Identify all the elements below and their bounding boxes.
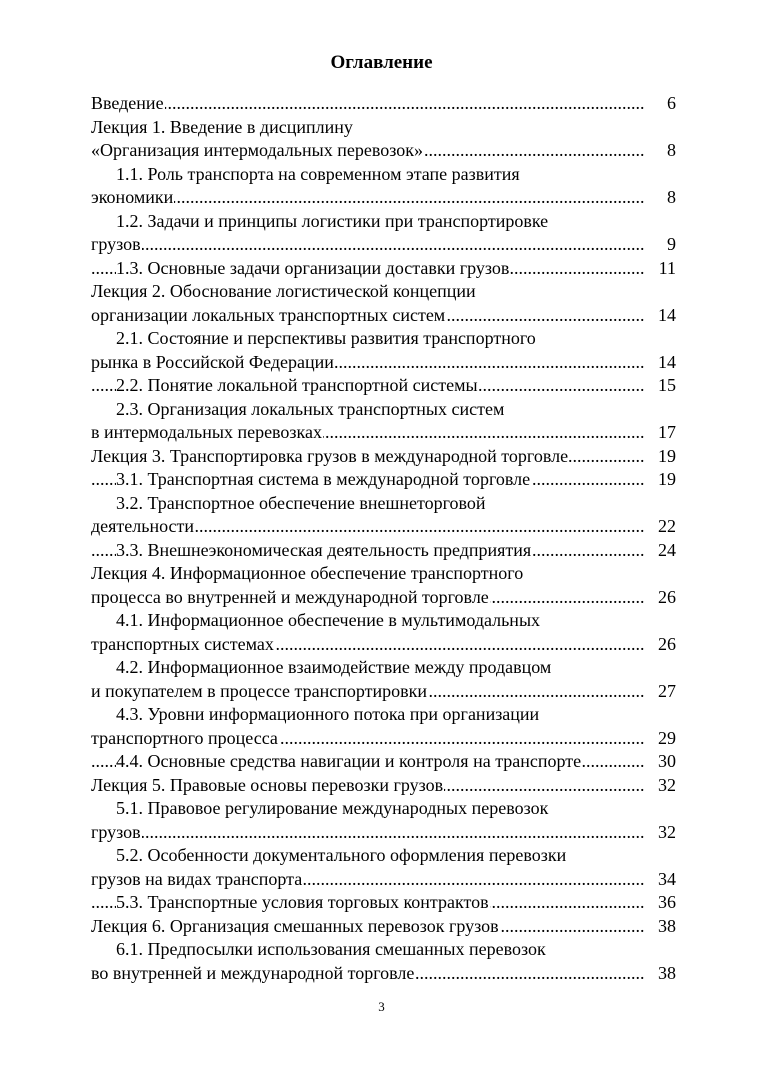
- dot-leader: [91, 233, 644, 257]
- toc-entry: [91, 703, 676, 750]
- toc-entry-page: 11: [654, 257, 676, 281]
- toc-entry-line: [91, 539, 676, 563]
- toc-entry-line: [91, 351, 676, 375]
- toc-entry-title: грузов: [91, 821, 141, 842]
- toc-entry-page: 8: [654, 186, 676, 210]
- toc-entry-title: 1.3. Основные задачи организации доставки грузов: [116, 257, 510, 278]
- toc-entry-title: 1.2. Задачи и принципы логистики при транспортировке: [116, 210, 549, 231]
- toc-entry-title: Лекция 5. Правовые основы перевозки грузов: [91, 774, 444, 795]
- toc-entry-title: 2.2. Понятие локальной транспортной системы: [116, 375, 478, 395]
- toc-entry-page: 29: [654, 727, 676, 751]
- toc-entry-line: [91, 304, 676, 328]
- toc-entry-line: [91, 962, 676, 986]
- toc-entry-title: экономики: [91, 187, 174, 207]
- toc-entry: [91, 774, 676, 798]
- toc-entry-line: [91, 821, 676, 845]
- toc-entry: [91, 210, 676, 257]
- toc-entry-title: Лекция 3. Транспортировка грузов в международной торговле: [91, 445, 569, 466]
- toc-entry-title: транспортного процесса: [91, 727, 278, 748]
- toc-entry-title: и покупателем в процессе транспортировки: [91, 680, 427, 701]
- toc-entry-page: 26: [654, 586, 676, 610]
- toc-entry-line: [91, 562, 676, 586]
- toc-entry: [91, 797, 676, 844]
- toc-entry-line: [91, 327, 676, 351]
- toc-entry: [91, 750, 676, 774]
- toc-entry: [91, 915, 676, 939]
- toc-entry-line: [91, 844, 676, 868]
- toc-entry-title: во внутренней и международной торговле: [91, 962, 415, 983]
- toc-entry: [91, 609, 676, 656]
- toc-entry-title: грузов: [91, 234, 141, 254]
- toc-entry-title: Лекция 2. Обоснование логистической концепции: [91, 281, 476, 301]
- toc-entry: [91, 327, 676, 374]
- toc-entry-line: [91, 210, 676, 234]
- toc-entry-line: [91, 280, 676, 304]
- toc-entry-page: 14: [654, 351, 676, 375]
- toc-entry-line: [91, 656, 676, 680]
- toc-entry-title: процесса во внутренней и международной торговле: [91, 586, 489, 607]
- toc-entry-page: 22: [654, 515, 676, 539]
- table-of-contents: [91, 92, 676, 985]
- toc-entry-line: [91, 92, 676, 116]
- page-title: Оглавление: [330, 52, 433, 73]
- toc-entry-page: 30: [654, 750, 676, 774]
- toc-entry-line: [91, 468, 676, 492]
- toc-entry: [91, 257, 676, 281]
- toc-entry: [91, 656, 676, 703]
- toc-entry-line: [91, 703, 676, 727]
- toc-entry-page: 32: [654, 821, 676, 845]
- toc-entry: [91, 562, 676, 609]
- toc-entry-line: [91, 797, 676, 821]
- toc-entry-line: [91, 186, 676, 210]
- toc-entry-line: [91, 891, 676, 915]
- toc-entry-title: рынка в Российской Федерации: [91, 351, 334, 372]
- toc-entry-line: [91, 445, 676, 469]
- toc-entry-page: 17: [654, 421, 676, 445]
- toc-entry-line: [91, 139, 676, 163]
- toc-entry-line: [91, 915, 676, 939]
- toc-entry-page: 6: [654, 92, 676, 116]
- toc-entry: [91, 891, 676, 915]
- toc-entry-page: 38: [654, 962, 676, 986]
- toc-entry: [91, 445, 676, 469]
- toc-entry-line: [91, 398, 676, 422]
- toc-entry-title: деятельности: [91, 516, 195, 536]
- toc-entry: [91, 398, 676, 445]
- dot-leader: [91, 92, 644, 116]
- toc-entry-line: [91, 727, 676, 751]
- toc-entry: [91, 539, 676, 563]
- toc-entry-title: 4.3. Уровни информационного потока при организации: [116, 704, 540, 724]
- toc-entry: [91, 492, 676, 539]
- toc-entry-title: организации локальных транспортных систем: [91, 304, 446, 325]
- toc-entry-page: 36: [654, 891, 676, 915]
- toc-entry-title: Лекция 4. Информационное обеспечение транспортного: [91, 563, 524, 583]
- toc-entry-line: [91, 750, 676, 774]
- toc-entry-line: [91, 938, 676, 962]
- toc-entry-title: Лекция 1. Введение в дисциплину: [91, 116, 353, 137]
- toc-entry-line: [91, 515, 676, 539]
- toc-entry: [91, 280, 676, 327]
- toc-entry-title: 4.1. Информационное обеспечение в мультимодальных: [116, 610, 541, 630]
- toc-entry-line: [91, 257, 676, 281]
- toc-entry-line: [91, 774, 676, 798]
- toc-entry: [91, 844, 676, 891]
- toc-entry-page: 19: [654, 445, 676, 469]
- toc-entry-page: 38: [654, 915, 676, 939]
- toc-entry-title: 2.1. Состояние и перспективы развития транспортного: [116, 328, 536, 348]
- toc-entry-title: 4.4. Основные средства навигации и контроля на транспорте: [116, 751, 582, 771]
- toc-entry-page: 24: [654, 539, 676, 563]
- toc-entry-title: 5.2. Особенности документального оформления перевозки: [116, 845, 567, 865]
- toc-entry-title: 3.3. Внешнеэкономическая деятельность предприятия: [116, 539, 532, 560]
- toc-entry: [91, 468, 676, 492]
- toc-entry-title: Лекция 6. Организация смешанных перевозок грузов: [91, 915, 499, 936]
- toc-entry-title: 5.1. Правовое регулирование международных перевозок: [116, 798, 549, 818]
- toc-entry-title: «Организация интермодальных перевозок»: [91, 140, 423, 160]
- toc-entry-title: 3.1. Транспортная система в международной торговле: [116, 469, 531, 489]
- toc-entry-title: грузов на видах транспорта: [91, 868, 303, 889]
- toc-entry: [91, 92, 676, 116]
- toc-entry-line: [91, 233, 676, 257]
- toc-entry: [91, 938, 676, 985]
- toc-entry-line: [91, 868, 676, 892]
- toc-entry: [91, 374, 676, 398]
- toc-entry-line: [91, 492, 676, 516]
- toc-entry-title: 3.2. Транспортное обеспечение внешнеторговой: [116, 492, 486, 513]
- toc-entry-line: [91, 609, 676, 633]
- toc-entry-page: 34: [654, 868, 676, 892]
- toc-entry-line: [91, 633, 676, 657]
- toc-entry-title: 6.1. Предпосылки использования смешанных перевозок: [116, 939, 546, 959]
- toc-entry-page: 9: [654, 233, 676, 257]
- toc-entry-line: [91, 116, 676, 140]
- toc-entry-line: [91, 374, 676, 398]
- toc-entry-title: 1.1. Роль транспорта на современном этапе развития: [116, 163, 520, 184]
- toc-entry-line: [91, 163, 676, 187]
- toc-entry: [91, 116, 676, 163]
- toc-entry-page: 15: [654, 374, 676, 398]
- toc-entry-line: [91, 680, 676, 704]
- toc-entry-page: 26: [654, 633, 676, 657]
- toc-entry-page: 8: [654, 139, 676, 163]
- toc-entry-page: 14: [654, 304, 676, 328]
- toc-entry-title: транспортных системах: [91, 633, 274, 654]
- toc-entry-page: 27: [654, 680, 676, 704]
- toc-entry-page: 19: [654, 468, 676, 492]
- toc-entry-title: 5.3. Транспортные условия торговых контрактов: [116, 892, 489, 912]
- dot-leader: [91, 821, 644, 845]
- toc-entry: [91, 163, 676, 210]
- toc-entry-title: 2.3. Организация локальных транспортных систем: [116, 398, 505, 419]
- toc-entry-line: [91, 586, 676, 610]
- toc-entry-line: [91, 421, 676, 445]
- toc-entry-title: Введение: [91, 93, 164, 113]
- toc-entry-page: 32: [654, 774, 676, 798]
- page-number: 3: [378, 999, 385, 1014]
- toc-entry-title: в интермодальных перевозках: [91, 422, 323, 442]
- toc-entry-title: 4.2. Информационное взаимодействие между продавцом: [116, 657, 552, 677]
